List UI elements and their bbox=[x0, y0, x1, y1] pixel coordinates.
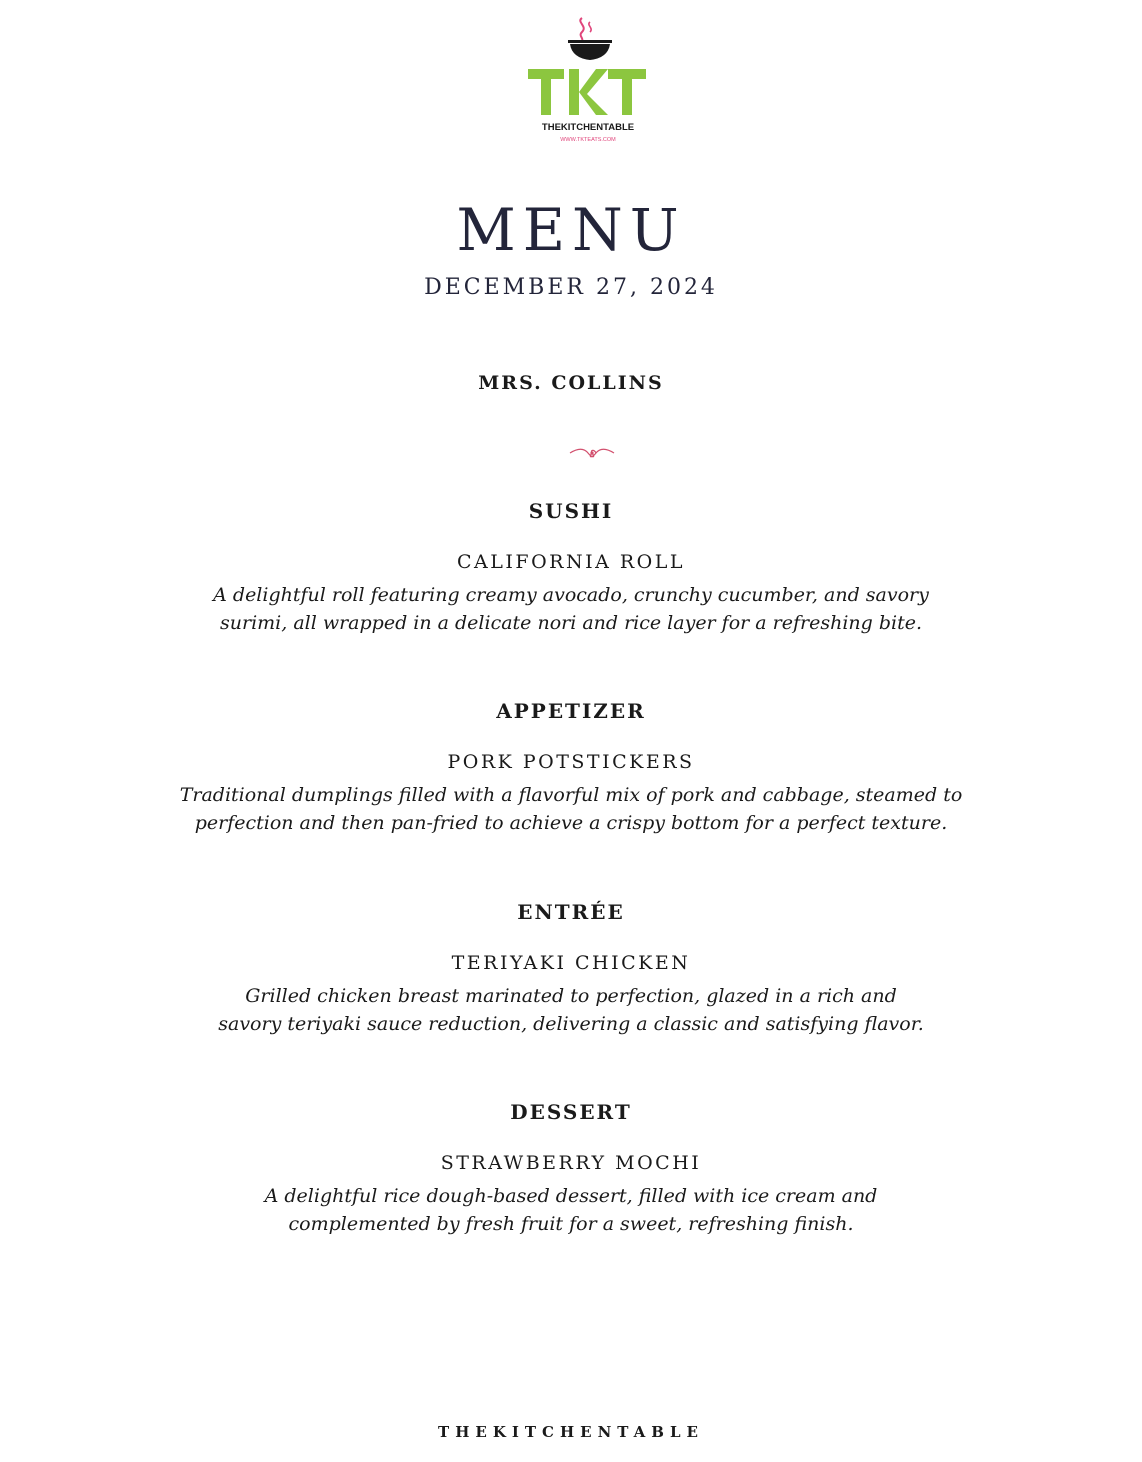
menu-date: DECEMBER 27, 2024 bbox=[424, 275, 718, 300]
dish-description: A delightful roll featuring creamy avocado, crunchy cucumber, and savory surimi, all wrapped in a delicate nori and rice layer for a refreshing bite. bbox=[213, 584, 929, 634]
dish-description: Traditional dumplings filled with a flavorful mix of pork and cabbage, steamed to perfection and then pan-fried to achieve a crispy bottom for a perfect texture. bbox=[179, 784, 963, 834]
section-title: SUSHI bbox=[528, 499, 614, 523]
menu-section-sushi bbox=[0, 497, 1142, 637]
section-title: APPETIZER bbox=[496, 699, 646, 723]
footer-brand: THEKITCHENTABLE bbox=[438, 1423, 704, 1441]
section-title: ENTRÉE bbox=[517, 900, 625, 924]
tkt-logo bbox=[520, 14, 660, 146]
menu-section-appetizer bbox=[0, 697, 1142, 837]
dish-name: STRAWBERRY MOCHI bbox=[440, 1152, 702, 1174]
page-title: MENU bbox=[456, 196, 686, 264]
ornamental-divider bbox=[370, 444, 814, 462]
menu-section-entree bbox=[0, 898, 1142, 1038]
dish-name: PORK POTSTICKERS bbox=[447, 751, 695, 773]
dish-description: A delightful rice dough-based dessert, filled with ice cream and complemented by fresh fruit for a sweet, refreshing finish. bbox=[264, 1185, 878, 1235]
dish-description: Grilled chicken breast marinated to perfection, glazed in a rich and savory teriyaki sauce reduction, delivering a classic and satisfying flavor. bbox=[218, 985, 924, 1035]
menu-section-dessert bbox=[0, 1098, 1142, 1238]
dish-name: TERIYAKI CHICKEN bbox=[451, 952, 691, 974]
logo-brand-text: THEKITCHENTABLE bbox=[541, 122, 635, 133]
logo-url-text: WWW.TKTEATS.COM bbox=[560, 137, 616, 143]
steaming-bowl-icon bbox=[520, 14, 660, 146]
section-title: DESSERT bbox=[510, 1100, 632, 1124]
dish-name: CALIFORNIA ROLL bbox=[457, 551, 685, 573]
guest-name: MRS. COLLINS bbox=[478, 372, 664, 394]
